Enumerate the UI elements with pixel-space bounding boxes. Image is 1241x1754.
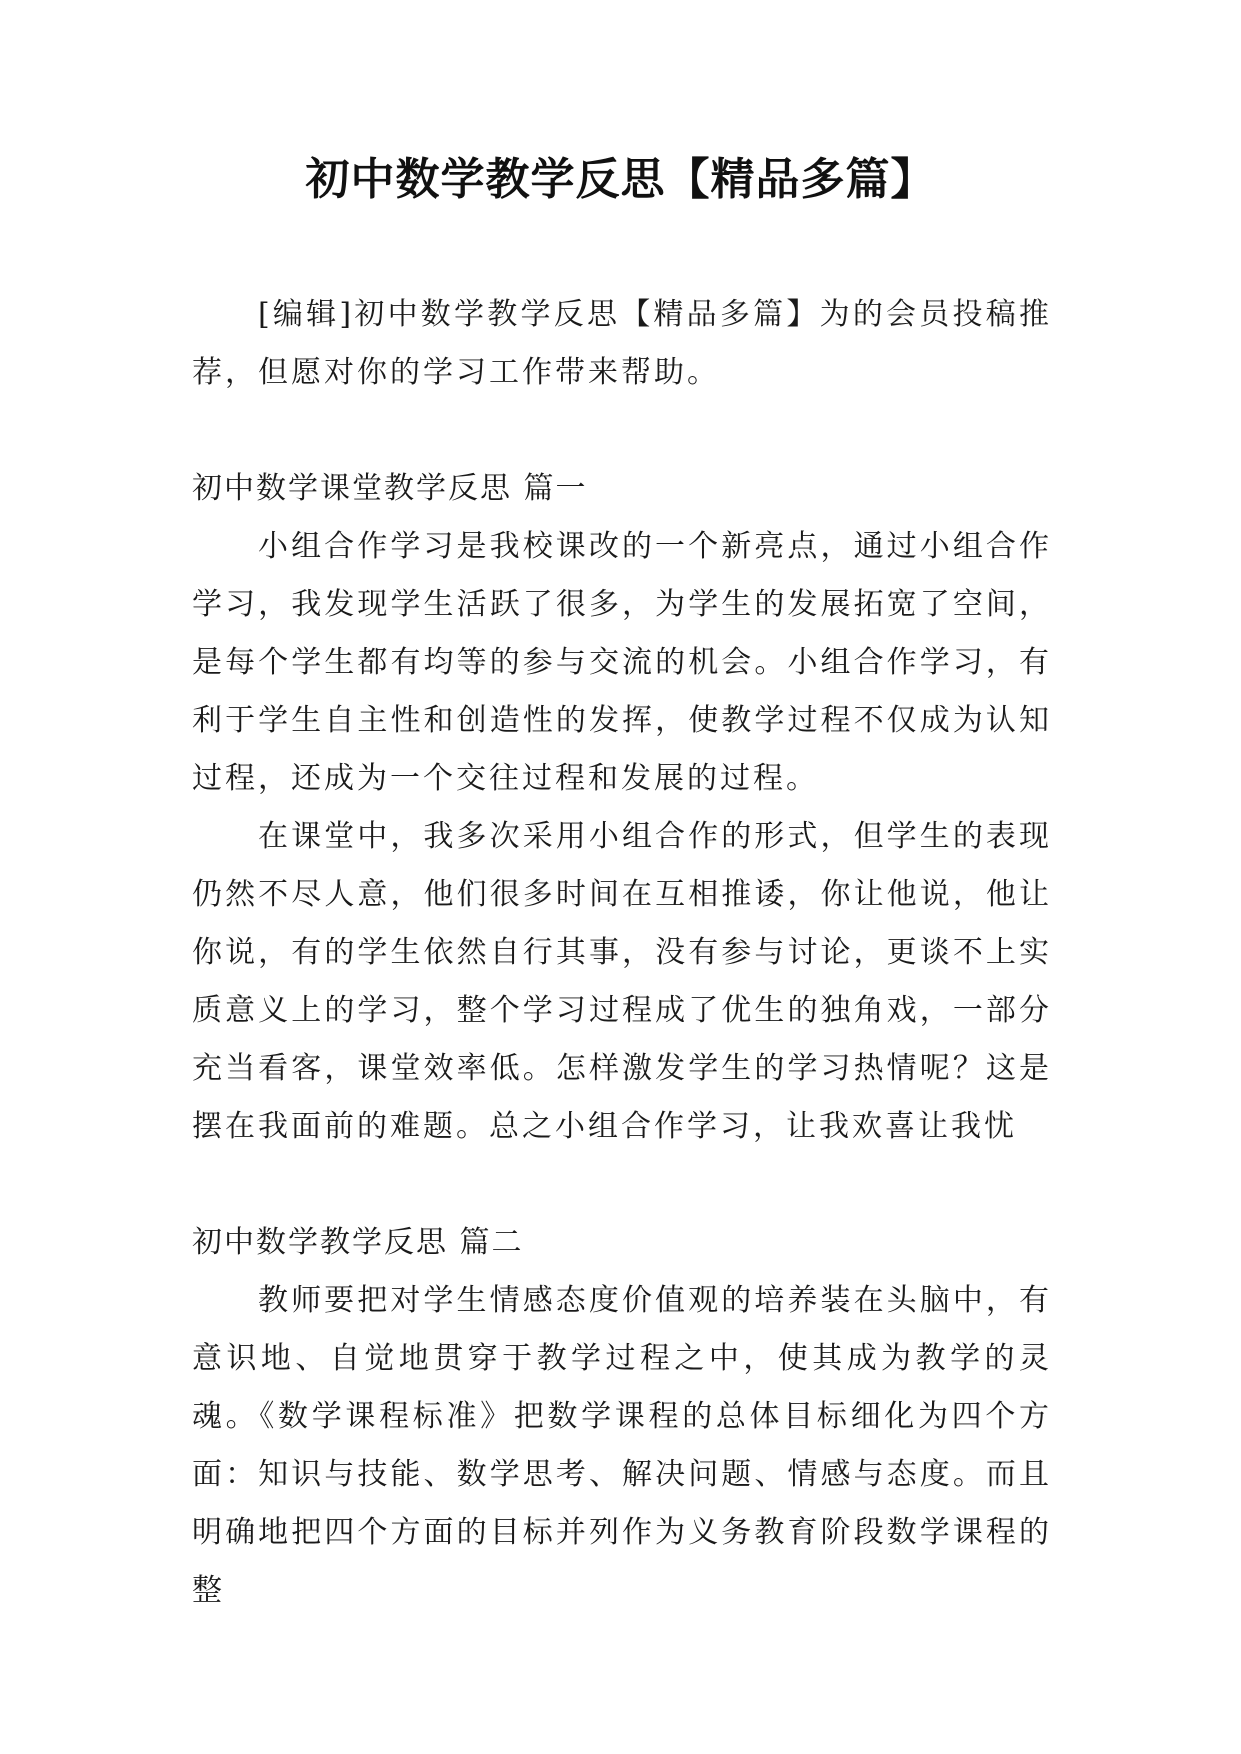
section-heading: 初中数学课堂教学反思 篇一 bbox=[192, 471, 588, 506]
body-paragraph: 小组合作学习是我校课改的一个新亮点，通过小组合作学习，我发现学生活跃了很多，为学生的发展拓宽了空间，是每个学生都有均等的参与交流的机会。小组合作学习，有利于学生自主性和创造性的发挥，使教学过程不仅成为认知过程，还成为一个交往过程和发展的过程。 bbox=[192, 529, 1052, 796]
body-paragraph: 在课堂中，我多次采用小组合作的形式，但学生的表现仍然不尽人意，他们很多时间在互相推诿，你让他说，他让你说，有的学生依然自行其事，没有参与讨论，更谈不上实质意义上的学习，整个学习过程成了优生的独角戏，一部分充当看客，课堂效率低。怎样激发学生的学习热情呢？这是摆在我面前的难题。总之小组合作学习，让我欢喜让我忧 bbox=[192, 819, 1052, 1144]
section-spacer bbox=[192, 1156, 1052, 1214]
section-2 bbox=[192, 1214, 1052, 1620]
document-body bbox=[192, 286, 1052, 1620]
section-heading: 初中数学教学反思 篇二 bbox=[192, 1225, 524, 1260]
document-title: 初中数学教学反思【精品多篇】 bbox=[305, 154, 936, 205]
intro-paragraph: [编辑]初中数学教学反思【精品多篇】为的会员投稿推荐，但愿对你的学习工作带来帮助。 bbox=[192, 297, 1052, 390]
body-paragraph: 教师要把对学生情感态度价值观的培养装在头脑中，有意识地、自觉地贯穿于教学过程之中，使其成为教学的灵魂。《数学课程标准》把数学课程的总体目标细化为四个方面：知识与技能、数学思考、解决问题、情感与态度。而且明确地把四个方面的目标并列作为义务教育阶段数学课程的整 bbox=[192, 1283, 1052, 1608]
section-1 bbox=[192, 460, 1052, 1156]
